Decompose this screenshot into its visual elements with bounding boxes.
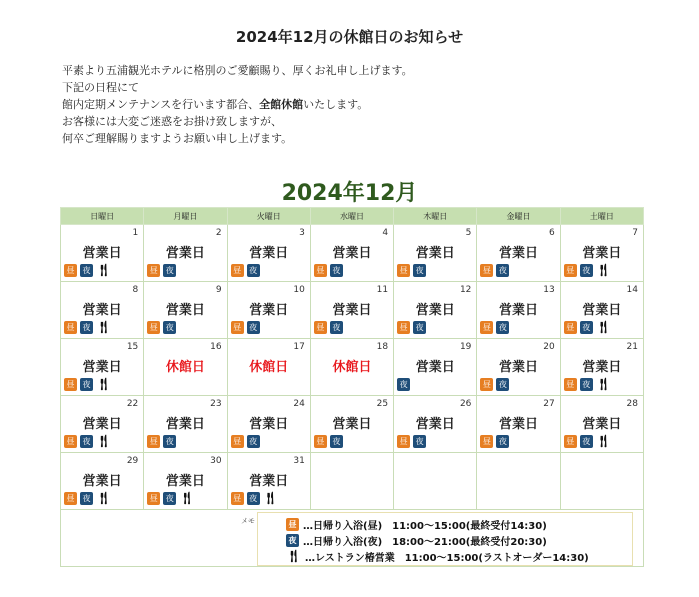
open-status: 営業日 [499, 360, 539, 375]
calendar-day-cell [144, 396, 227, 453]
fork-knife-icon: 🍴︎ [96, 434, 112, 448]
fork-knife-icon: 🍴︎ [96, 263, 112, 277]
closed-status: 休館日 [165, 360, 205, 375]
day-bath-icon: 昼 [397, 264, 410, 277]
calendar-week-row [61, 396, 644, 453]
weekday-fri: 金曜日 [477, 208, 560, 225]
day-bath-icon: 昼 [480, 435, 493, 448]
open-status: 営業日 [582, 303, 622, 318]
night-bath-icon: 夜 [80, 378, 93, 391]
day-bath-icon: 昼 [397, 321, 410, 334]
service-icons [64, 435, 111, 448]
day-number: 17 [293, 342, 305, 352]
open-status: 営業日 [582, 246, 622, 261]
calendar-day-cell [394, 396, 477, 453]
open-status: 営業日 [415, 417, 455, 432]
night-bath-icon: 夜 [496, 264, 509, 277]
day-number: 6 [548, 228, 555, 238]
service-icons [397, 264, 426, 277]
service-icons [64, 321, 111, 334]
calendar-day-cell [477, 282, 560, 339]
service-icons [397, 435, 426, 448]
day-bath-icon: 昼 [397, 435, 410, 448]
weekday-thu: 木曜日 [394, 208, 477, 225]
day-bath-icon: 昼 [286, 518, 299, 531]
memo-cell [61, 510, 644, 567]
calendar-day-cell [144, 453, 227, 510]
open-status: 営業日 [332, 303, 372, 318]
day-bath-icon: 昼 [314, 435, 327, 448]
fork-knife-icon: 🍴︎ [595, 320, 611, 334]
open-status: 営業日 [165, 474, 205, 489]
night-bath-icon: 夜 [247, 321, 260, 334]
service-icons [480, 321, 509, 334]
service-icons [147, 492, 194, 505]
calendar-day-cell [310, 339, 393, 396]
weekday-header-row [61, 208, 644, 225]
night-bath-icon: 夜 [413, 264, 426, 277]
night-bath-icon: 夜 [580, 435, 593, 448]
day-bath-icon: 昼 [147, 492, 160, 505]
service-icons [480, 378, 509, 391]
service-icons [564, 264, 611, 277]
open-status: 営業日 [332, 417, 372, 432]
calendar-day-cell [560, 339, 643, 396]
day-bath-icon: 昼 [564, 435, 577, 448]
calendar-week-row [61, 282, 644, 339]
day-number: 12 [459, 285, 472, 295]
night-bath-icon: 夜 [80, 264, 93, 277]
day-number: 29 [126, 456, 139, 466]
calendar-day-cell [227, 225, 310, 282]
service-icons [147, 321, 176, 334]
calendar-day-cell [394, 225, 477, 282]
notice-line: 下記の日程にて [62, 81, 139, 94]
calendar-week-row [61, 453, 644, 510]
calendar-day-cell [227, 282, 310, 339]
service-icons [480, 264, 509, 277]
calendar-day-cell [310, 225, 393, 282]
day-bath-icon: 昼 [64, 492, 77, 505]
service-icons [314, 435, 343, 448]
notice-line: お客様には大変ご迷惑をお掛け致しますが、 [62, 115, 282, 128]
service-icons [314, 321, 343, 334]
night-bath-icon: 夜 [413, 435, 426, 448]
fork-knife-icon: 🍴︎ [96, 320, 112, 334]
day-bath-icon: 昼 [147, 321, 160, 334]
open-status: 営業日 [82, 474, 122, 489]
day-number: 13 [543, 285, 555, 295]
day-number: 8 [132, 285, 139, 295]
night-bath-icon: 夜 [413, 321, 426, 334]
day-bath-icon: 昼 [314, 264, 327, 277]
day-number: 21 [626, 342, 638, 352]
service-icons [231, 321, 260, 334]
night-bath-icon: 夜 [496, 435, 509, 448]
night-bath-icon: 夜 [330, 321, 343, 334]
night-bath-icon: 夜 [496, 378, 509, 391]
day-number: 3 [299, 228, 305, 238]
open-status: 営業日 [165, 246, 205, 261]
service-icons [480, 435, 509, 448]
day-number: 1 [132, 228, 139, 238]
open-status: 営業日 [499, 303, 539, 318]
open-status: 営業日 [249, 246, 289, 261]
open-status: 営業日 [165, 303, 205, 318]
day-number: 4 [382, 228, 389, 238]
calendar-day-cell [227, 396, 310, 453]
day-number: 25 [376, 399, 389, 409]
day-number: 2 [215, 228, 222, 238]
calendar-heading: 2024年12月 [281, 181, 418, 206]
day-bath-icon: 昼 [564, 378, 577, 391]
day-number: 9 [215, 285, 222, 295]
night-bath-icon: 夜 [247, 264, 260, 277]
notice-line: 平素より五浦観光ホテルに格別のご愛顧賜り、厚くお礼申し上げます。 [62, 64, 413, 77]
open-status: 営業日 [582, 360, 622, 375]
fork-knife-icon: 🍴︎ [595, 434, 611, 448]
day-number: 23 [210, 399, 222, 409]
night-bath-icon: 夜 [397, 378, 410, 391]
memo-row [61, 510, 644, 567]
calendar-week-row [61, 339, 644, 396]
service-icons [147, 264, 176, 277]
legend-row-night-bath [286, 533, 547, 548]
weekday-sun: 日曜日 [61, 208, 144, 225]
memo-label: メモ [241, 517, 255, 525]
day-bath-icon: 昼 [231, 492, 244, 505]
calendar-day-cell [227, 339, 310, 396]
calendar-day-cell [394, 282, 477, 339]
open-status: 営業日 [499, 246, 539, 261]
calendar-day-cell [394, 339, 477, 396]
day-bath-icon: 昼 [64, 435, 77, 448]
service-icons [147, 435, 176, 448]
day-number: 26 [459, 399, 472, 409]
day-number: 31 [293, 456, 305, 466]
open-status: 営業日 [249, 417, 289, 432]
day-bath-icon: 昼 [147, 435, 160, 448]
calendar-day-cell [61, 282, 144, 339]
fork-knife-icon: 🍴︎ [96, 491, 112, 505]
night-bath-icon: 夜 [330, 435, 343, 448]
day-number: 28 [626, 399, 638, 409]
day-bath-icon: 昼 [480, 378, 493, 391]
day-bath-icon: 昼 [231, 264, 244, 277]
service-icons [231, 492, 278, 505]
closed-status: 休館日 [249, 360, 289, 375]
night-bath-icon: 夜 [580, 264, 593, 277]
calendar-empty-cell [477, 453, 560, 510]
notice-line-bold: 全館休館 [259, 98, 304, 111]
day-bath-icon: 昼 [480, 321, 493, 334]
calendar-day-cell [560, 282, 643, 339]
night-bath-icon: 夜 [580, 378, 593, 391]
calendar-day-cell [61, 396, 144, 453]
day-number: 30 [210, 456, 222, 466]
service-icons [564, 321, 611, 334]
night-bath-icon: 夜 [163, 435, 176, 448]
day-bath-icon: 昼 [64, 321, 77, 334]
day-bath-icon: 昼 [231, 435, 244, 448]
notice-line-post: いたします。 [303, 98, 369, 111]
fork-knife-icon: 🍴︎ [96, 377, 112, 391]
day-number: 15 [126, 342, 139, 352]
calendar-day-cell [477, 225, 560, 282]
service-icons [564, 378, 611, 391]
calendar-empty-cell [394, 453, 477, 510]
notice-text [62, 62, 413, 147]
day-bath-icon: 昼 [64, 378, 77, 391]
calendar-week-row [61, 225, 644, 282]
night-bath-icon: 夜 [163, 321, 176, 334]
day-number: 14 [626, 285, 638, 295]
open-status: 営業日 [82, 360, 122, 375]
service-icons [231, 435, 260, 448]
day-bath-icon: 昼 [147, 264, 160, 277]
legend-text: …日帰り入浴(夜) 18:00～21:00(最終受付20:30) [303, 537, 547, 548]
calendar-day-cell [144, 339, 227, 396]
calendar-day-cell [144, 282, 227, 339]
night-bath-icon: 夜 [580, 321, 593, 334]
calendar-day-cell [61, 225, 144, 282]
open-status: 営業日 [582, 417, 622, 432]
calendar-day-cell [61, 339, 144, 396]
legend-row-day-bath [286, 517, 547, 532]
service-icons [64, 492, 111, 505]
day-bath-icon: 昼 [64, 264, 77, 277]
calendar-day-cell [310, 282, 393, 339]
open-status: 営業日 [415, 360, 455, 375]
night-bath-icon: 夜 [163, 492, 176, 505]
weekday-tue: 火曜日 [227, 208, 310, 225]
night-bath-icon: 夜 [330, 264, 343, 277]
night-bath-icon: 夜 [80, 435, 93, 448]
calendar-day-cell [560, 225, 643, 282]
open-status: 営業日 [82, 303, 122, 318]
weekday-sat: 土曜日 [560, 208, 643, 225]
legend-text: …レストラン椿営業 11:00～15:00(ラストオーダー14:30) [305, 553, 589, 564]
open-status: 営業日 [82, 246, 122, 261]
calendar-body [61, 225, 644, 510]
night-bath-icon: 夜 [163, 264, 176, 277]
service-icons [231, 264, 260, 277]
day-number: 7 [632, 228, 638, 238]
calendar-day-cell [310, 396, 393, 453]
closed-status: 休館日 [332, 360, 372, 375]
service-icons [397, 321, 426, 334]
day-bath-icon: 昼 [314, 321, 327, 334]
day-bath-icon: 昼 [564, 264, 577, 277]
fork-knife-icon: 🍴︎ [179, 491, 195, 505]
notice-line [62, 96, 413, 113]
day-bath-icon: 昼 [480, 264, 493, 277]
open-status: 営業日 [332, 246, 372, 261]
night-bath-icon: 夜 [496, 321, 509, 334]
day-bath-icon: 昼 [231, 321, 244, 334]
fork-knife-icon: 🍴︎ [595, 377, 611, 391]
day-number: 22 [126, 399, 139, 409]
calendar-empty-cell [560, 453, 643, 510]
calendar-day-cell [144, 225, 227, 282]
day-number: 20 [543, 342, 555, 352]
service-icons [397, 378, 410, 391]
day-number: 27 [543, 399, 555, 409]
calendar-day-cell [560, 396, 643, 453]
legend-text: …日帰り入浴(昼) 11:00～15:00(最終受付14:30) [303, 521, 547, 532]
service-icons [64, 264, 111, 277]
day-number: 5 [465, 228, 472, 238]
calendar-day-cell [227, 453, 310, 510]
weekday-wed: 水曜日 [310, 208, 393, 225]
service-icons [564, 435, 611, 448]
fork-knife-icon: 🍴︎ [286, 549, 302, 563]
open-status: 営業日 [415, 246, 455, 261]
open-status: 営業日 [249, 303, 289, 318]
service-icons [314, 264, 343, 277]
service-icons [64, 378, 111, 391]
fork-knife-icon: 🍴︎ [262, 491, 278, 505]
day-number: 10 [293, 285, 305, 295]
fork-knife-icon: 🍴︎ [595, 263, 611, 277]
day-number: 16 [210, 342, 222, 352]
calendar-day-cell [61, 453, 144, 510]
calendar-table [60, 207, 644, 567]
night-bath-icon: 夜 [286, 534, 299, 547]
day-number: 18 [376, 342, 389, 352]
calendar-day-cell [477, 339, 560, 396]
open-status: 営業日 [499, 417, 539, 432]
open-status: 営業日 [249, 474, 289, 489]
day-number: 11 [376, 285, 389, 295]
night-bath-icon: 夜 [80, 321, 93, 334]
legend-row-restaurant [286, 549, 589, 564]
weekday-mon: 月曜日 [144, 208, 227, 225]
calendar-day-cell [477, 396, 560, 453]
notice-line-pre: 館内定期メンテナンスを行います都合、 [62, 98, 260, 111]
page-title: 2024年12月の休館日のお知らせ [235, 28, 464, 46]
open-status: 営業日 [415, 303, 455, 318]
open-status: 営業日 [82, 417, 122, 432]
day-number: 19 [459, 342, 472, 352]
notice-line: 何卒ご理解賜りますようお願い申し上げます。 [62, 132, 293, 145]
legend-box [257, 512, 633, 566]
calendar-empty-cell [310, 453, 393, 510]
day-bath-icon: 昼 [564, 321, 577, 334]
open-status: 営業日 [165, 417, 205, 432]
night-bath-icon: 夜 [80, 492, 93, 505]
day-number: 24 [293, 399, 305, 409]
night-bath-icon: 夜 [247, 492, 260, 505]
night-bath-icon: 夜 [247, 435, 260, 448]
